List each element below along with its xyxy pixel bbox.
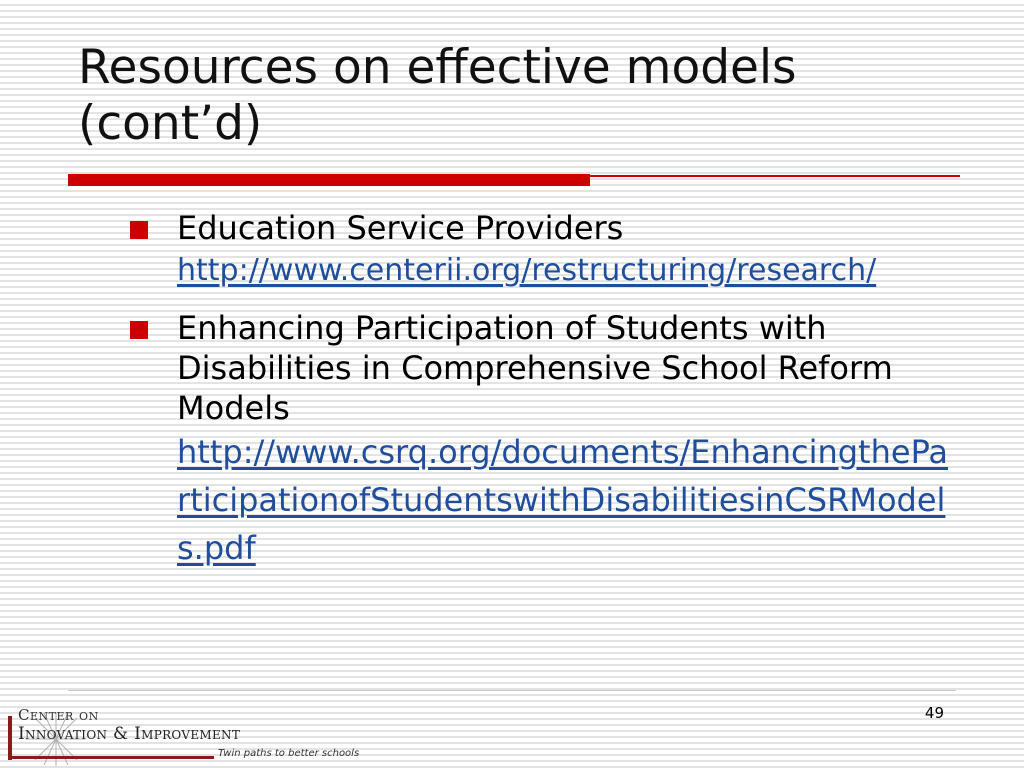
page-number: 49 bbox=[924, 704, 944, 722]
logo-line-1: Center on bbox=[18, 706, 99, 724]
square-bullet-icon bbox=[130, 321, 148, 339]
square-bullet-icon bbox=[130, 221, 148, 239]
title-divider-thick bbox=[68, 174, 590, 186]
resource-link[interactable]: http://www.csrq.org/documents/EnhancingtheParticipationofStudentswithDisabilitiesinCSRModels.pdf bbox=[177, 433, 949, 567]
resource-link[interactable]: http://www.centerii.org/restructuring/research/ bbox=[177, 253, 877, 288]
center-logo bbox=[4, 700, 360, 766]
logo-underline bbox=[8, 756, 214, 759]
bullet-list bbox=[130, 208, 960, 572]
title-divider-thin bbox=[590, 175, 960, 177]
bullet-text: Education Service Providers bbox=[177, 209, 624, 247]
logo-tagline: Twin paths to better schools bbox=[218, 748, 360, 759]
footer-divider bbox=[68, 690, 956, 691]
bullet-item bbox=[130, 308, 960, 572]
bullet-text: Enhancing Participation of Students with Disabilities in Comprehensive School Reform Models bbox=[177, 309, 893, 427]
bullet-item bbox=[130, 208, 960, 294]
logo-line-2: Innovation & Improvement bbox=[18, 724, 241, 744]
slide-title: Resources on effective models (cont’d) bbox=[78, 40, 797, 151]
logo-bracket bbox=[8, 716, 12, 760]
